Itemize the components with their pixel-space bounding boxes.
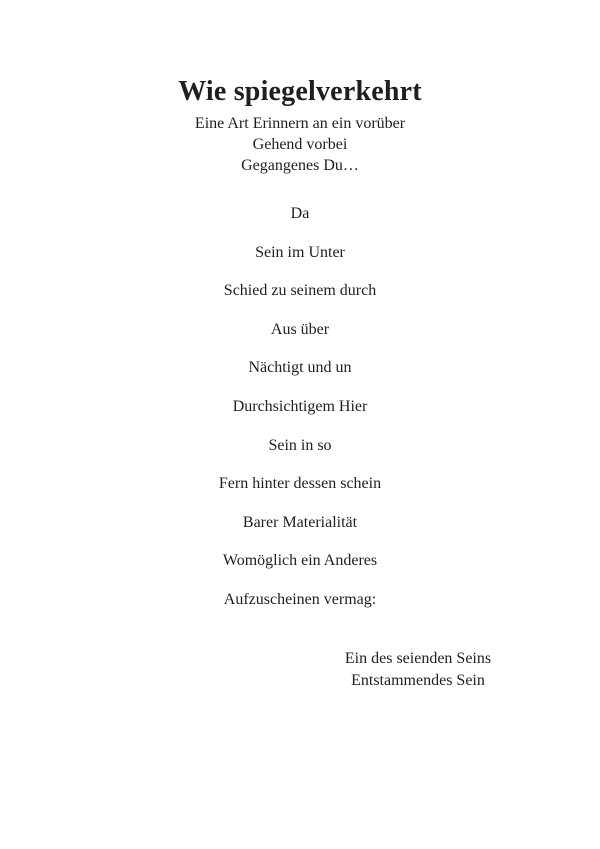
poem-line: Eine Art Erinnern an ein vorüber (194, 115, 406, 132)
poem-line: Gegangenes Du… (241, 157, 359, 174)
poem-closing-stanza (340, 648, 496, 692)
poem-line: Sein im Unter (255, 243, 345, 261)
poem-line: Aufzuscheinen vermag: (223, 590, 377, 608)
poem-line: Entstammendes Sein (351, 672, 485, 689)
poem-line: Da (290, 205, 310, 222)
poem-line: Durchsichtigem Hier (232, 397, 368, 415)
poem-line: Sein in so (268, 436, 332, 454)
poem-intro-stanza (0, 113, 600, 176)
poem-body-stanza (0, 203, 600, 610)
poem-line: Aus über (270, 320, 330, 338)
poem-line: Womöglich ein Anderes (222, 552, 378, 570)
poem-line: Barer Materialität (242, 513, 358, 531)
poem-line: Gehend vorbei (252, 136, 348, 153)
poem-line: Nächtigt und un (248, 359, 352, 377)
poem-line: Fern hinter dessen schein (218, 475, 382, 493)
poem-line: Schied zu seinem durch (223, 282, 377, 300)
poem-title: Wie spiegelverkehrt (178, 76, 422, 107)
poem-line: Ein des seienden Seins (344, 650, 492, 667)
